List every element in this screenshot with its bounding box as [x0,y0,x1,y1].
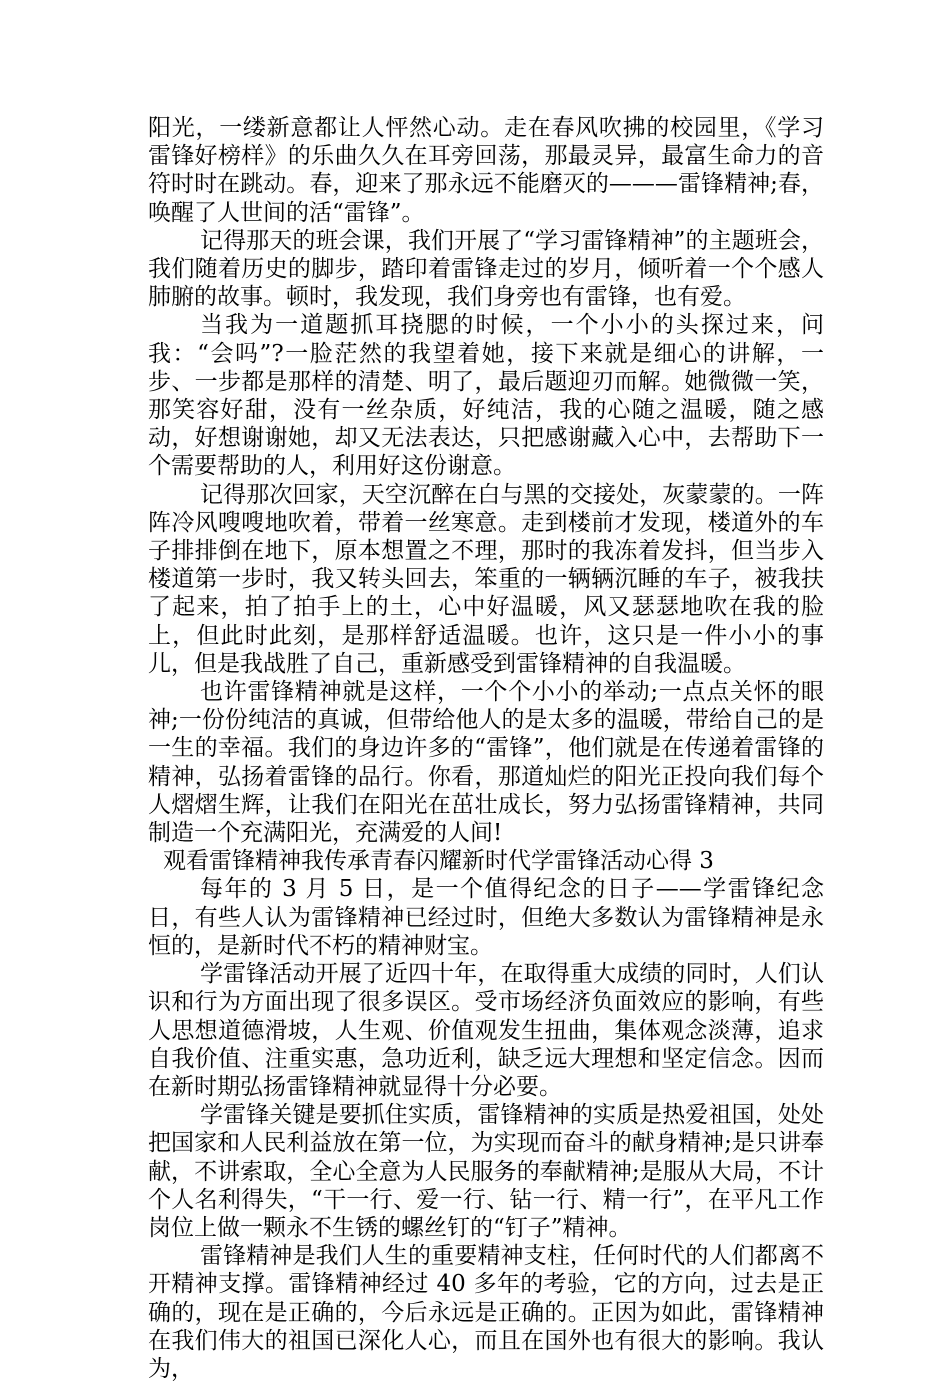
paragraph-essence: 学雷锋关键是要抓住实质，雷锋精神的实质是热爱祖国，处处把国家和人民利益放在第一位，为实现而奋斗的献身精神;是只讲奉献，不讲索取，全心全意为人民服务的奉献精神;是服从大局，不计个人名利得失，“干一行、爱一行、钻一行、精一行”，在平凡工作岗位上做一颗永不生锈的螺丝钉的“钉子”精神。 [148,1102,824,1241]
paragraph-commemoration-day: 每年的 3 月 5 日，是一个值得纪念的日子——学雷锋纪念日，有些人认为雷锋精神已经过时，但绝大多数认为雷锋精神是永恒的，是新时代不朽的精神财宝。 [148,876,824,959]
paragraph-homework-help: 当我为一道题抓耳挠腮的时候，一个小小的头探过来，问我：“会吗”?一脸茫然的我望着她，接下来就是细心的讲解，一步、一步都是那样的清楚、明了，最后题迎刃而解。她微微一笑，那笑容好甜，没有一丝杂质，好纯洁，我的心随之温暖，随之感动，好想谢谢她，却又无法表达，只把感谢藏入心中，去帮助下一个需要帮助的人，利用好这份谢意。 [148,312,824,480]
paragraph-conclusion: 也许雷锋精神就是这样，一个个小小的举动;一点点关怀的眼神;一份份纯洁的真诚，但带给他人的是太多的温暖，带给自己的是一生的幸福。我们的身边许多的“雷锋”，他们就是在传递着雷锋的精神，弘扬着雷锋的品行。你看，那道灿烂的阳光正投向我们每个人熠熠生辉，让我们在阳光在茁壮成长，努力弘扬雷锋精神，共同制造一个充满阳光，充满爱的人间! [148,679,824,847]
paragraph-class-meeting: 记得那天的班会课，我们开展了“学习雷锋精神”的主题班会，我们随着历史的脚步，踏印着雷锋走过的岁月，倾听着一个个感人肺腑的故事。顿时，我发现，我们身旁也有雷锋，也有爱。 [148,227,824,311]
paragraph-continuation: 阳光，一缕新意都让人怦然心动。走在春风吹拂的校园里，《学习雷锋好榜样》的乐曲久久在耳旁回荡，那最灵异，最富生命力的音符时时在跳动。春，迎来了那永远不能磨灭的———雷锋精神;春，唤醒了人世间的活“雷锋”。 [148,115,824,226]
paragraph-spiritual-pillar: 雷锋精神是我们人生的重要精神支柱，任何时代的人们都离不开精神支撑。雷锋精神经过 40 多年的考验，它的方向，过去是正确的，现在是正确的，今后永远是正确的。正因为如此，雷锋精神在我们伟大的祖国已深化人心，而且在国外也有很大的影响。我认为， [148,1243,824,1382]
document-body [148,114,824,1383]
paragraph-bicycles: 记得那次回家，天空沉醉在白与黑的交接处，灰蒙蒙的。一阵阵冷风嗖嗖地吹着，带着一丝寒意。走到楼前才发现，楼道外的车子排排倒在地下，原本想置之不理，那时的我冻着发抖，但当步入楼道第一步时，我又转头回去，笨重的一辆辆沉睡的车子，被我扶了起来，拍了拍手上的土，心中好温暖，风又瑟瑟地吹在我的脸上，但此时此刻，是那样舒适温暖。也许，这只是一件小小的事儿，但是我战胜了自己，重新感受到雷锋精神的自我温暖。 [148,481,824,677]
section-heading: 观看雷锋精神我传承青春闪耀新时代学雷锋活动心得 3 [163,848,714,875]
paragraph-misconceptions: 学雷锋活动开展了近四十年，在取得重大成绩的同时，人们认识和行为方面出现了很多误区。受市场经济负面效应的影响，有些人思想道德滑坡，人生观、价值观发生扭曲，集体观念淡薄，追求自我价值、注重实惠，急功近利，缺乏远大理想和坚定信念。因而在新时期弘扬雷锋精神就显得十分必要。 [148,961,824,1100]
